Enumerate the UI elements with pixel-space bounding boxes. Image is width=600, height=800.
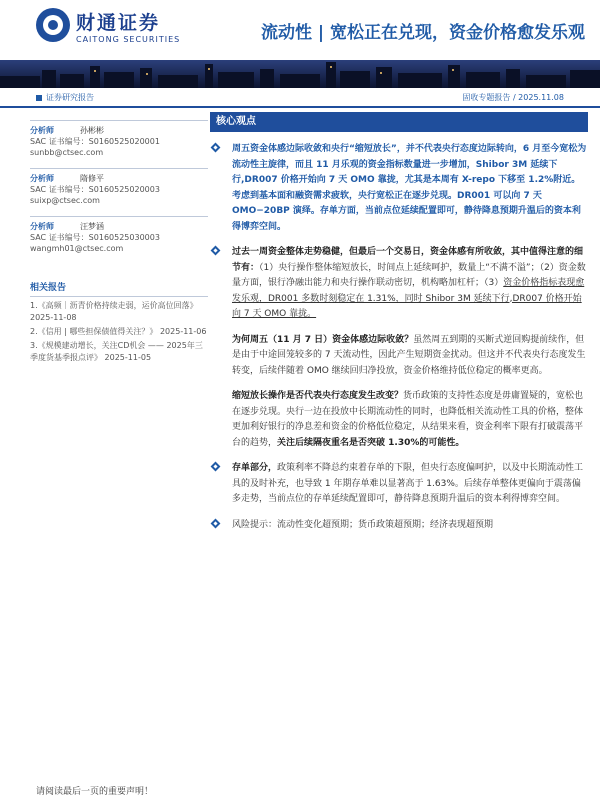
analyst-name: 孙彬彬 [80,126,104,135]
related-report-link[interactable]: 3.《规模建动增长，关注CD机会 —— 2025年三季度货基季报点评》 2025-11-05 [30,341,203,362]
footer-disclaimer: 请阅读最后一页的重要声明！ [36,787,154,797]
diamond-bullet-icon [211,462,221,472]
related-reports [30,280,208,364]
analyst-email: wangmh01@ctsec.com [30,244,124,253]
diamond-bullet-icon [211,143,221,153]
paragraph: 周五资金体感边际收敛和央行“缩短放长”，并不代表央行态度边际转向，6 月至今宽松为流动性主旋律，而且 11 月乐观的资金指标数量进一步增加，Shibor 3M 延续下行,DR007 价格开始向 7 天 OMO 靠拢，尤其是本周有 X-repo 下移至 1.2%附近。考虑到基本面和融资需求疲软，央行宽松正在逐步兑现。DR001 可以向 7 天 OMO−20BP 演绎。存单方面，当前点位延续配置即可，静待降息预期升温后的资本利得博弈空间。 [210,142,588,235]
analyst-role: 分析师 [30,174,54,183]
section-title-bar [210,112,588,132]
section-title: 核心观点 [216,116,256,127]
city-skyline-banner [0,60,600,88]
related-report-link[interactable]: 1.《高频｜沥青价格持续走弱，运价高位回落》 2025-11-08 [30,301,198,322]
analyst-name: 汪梦涵 [80,222,104,231]
paragraph: 存单部分，政策利率不降总约束着存单的下限，但央行态度偏呵护，以及中长期流动性工具的及时补充，也导致 1 年期存单难以显著高于 1.63%。后续存单整体更偏向于震荡偏多走势，当前点位的存单延续配置即可，静待降息预期升温后的资本利得博弈空间。 [210,461,588,508]
analyst-card [30,168,208,206]
related-reports-title: 相关报告 [30,280,208,297]
related-report-link[interactable]: 2.《信用 | 哪些担保债值得关注？》 2025-11-06 [30,327,207,336]
square-icon [36,95,42,101]
analyst-cert: SAC 证书编号：S0160525020003 [30,185,160,194]
analyst-cert: SAC 证书编号：S0160525020001 [30,137,160,146]
company-logo [36,8,186,48]
report-type-date: 固收专题报告 / 2025.11.08 [462,93,564,102]
paragraph: 为何周五（11 月 7 日）资金体感边际收敛？虽然周五到期的买断式逆回购提前续作，但是由于中途回笼较多的 7 天流动性，因此产生短期资金扰动。但这并不代表央行态度发生转变，后续伴随着 OMO 继续回归净投放，资金价格维持低位稳定的概率更高。 [232,334,586,376]
left-sidebar [30,120,208,366]
report-header [0,0,600,60]
analyst-role: 分析师 [30,126,54,135]
core-views-section [210,112,588,533]
logo-text-en: CAITONG SECURITIES [76,35,181,44]
analyst-role: 分析师 [30,222,54,231]
analyst-email: suixp@ctsec.com [30,196,100,205]
diamond-bullet-icon [211,518,221,528]
paragraph: 缩短放长操作是否代表央行态度发生改变？货币政策的支持性态度是毋庸置疑的，宽松也在逐步兑现。央行一边在投放中长期流动性的同时，也降低相关流动性工具的价格，整体更加利好银行的净息差和资金的价格低位稳定，从结果来看，资金利率下限有打破震荡平台的趋势，关注后续隔夜重名是否突破 1.30%的可能性。 [232,391,584,448]
analyst-email: sunbb@ctsec.com [30,148,104,157]
report-meta-bar [0,88,600,108]
risk-warning: 风险提示：流动性变化超预期；货币政策超预期；经济表现超预期 [210,518,588,534]
logo-mark-icon [36,8,70,42]
report-title: 流动性 | 宽松正在兑现，资金价格愈发乐观 [260,23,585,43]
report-category: 证券研究报告 [36,92,94,103]
paragraph: 过去一周资金整体走势稳健，但最后一个交易日，资金体感有所收敛，其中值得注意的细节有：（1）央行操作整体缩短放长，时间点上延续呵护，数量上“不满不溢”；（2）资金数量方面，银行净融出能力和央行操作联动密切，机构略加杠杆；（3）资金价格指标表现愈发乐观，DR001 多数时刻稳定在 1.31%，同时 Shibor 3M 延续下行,DR007 价格开始向 7 天 OMO 靠拢。 [210,245,588,323]
skyline-image [0,60,600,88]
analyst-cert: SAC 证书编号：S0160525030003 [30,233,160,242]
logo-text-cn: 财通证券 [76,12,161,34]
analyst-name: 隋修平 [80,174,104,183]
analyst-card [30,120,208,158]
analyst-card [30,216,208,254]
diamond-bullet-icon [211,246,221,256]
